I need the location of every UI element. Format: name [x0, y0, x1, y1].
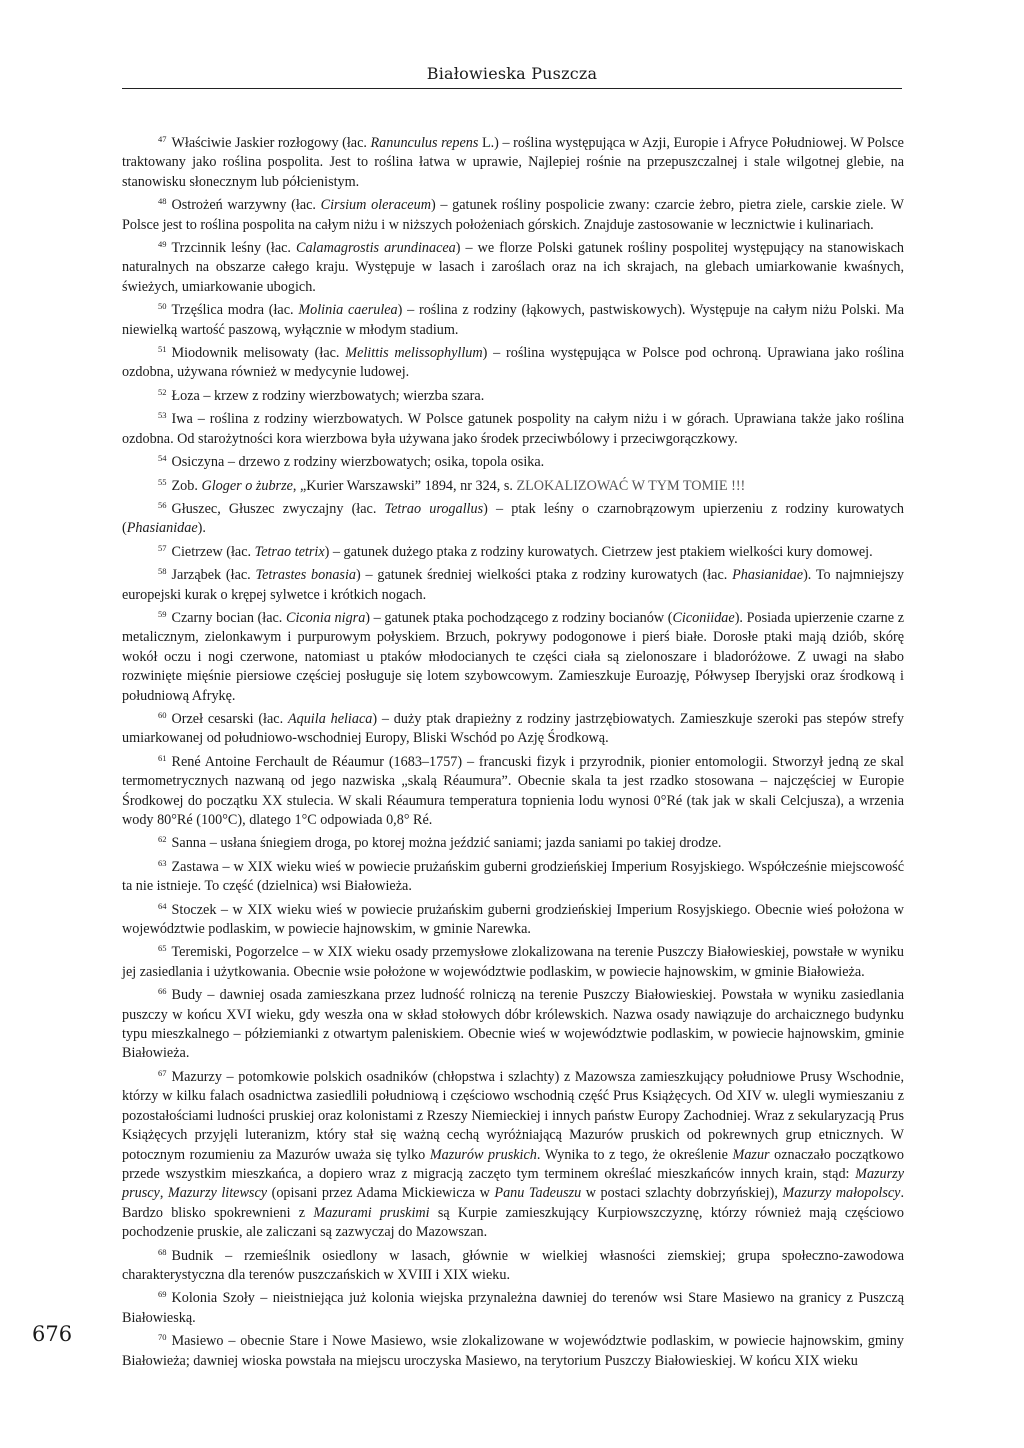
footnote	[122, 406, 904, 449]
footnote-number: 57	[158, 542, 167, 553]
footnote-number: 58	[158, 566, 167, 577]
footnote-number: 65	[158, 943, 167, 954]
footnote-text: ). Posiada upierzenie czarne z metalicznym, zielonkawym i purpurowym połyskiem. Brzuch, pokrywy podogonowe i pierś białe. Dorosłe ptaki mają dziób, skórę wokół oczu i nogi czerwone, natomiast u ptaków młodocianych te części ciała są zielonoszare i bladoróżowe. Z uwagi na słabo rozwinięte mięśnie piersiowe częściej posługuje się lotem szybowcowym. Zamieszkuje Euroazję, Półwysep Iberyjski oraz środkową i południową Afrykę.	[122, 609, 905, 704]
footnote-text: oznaczało początkowo przede wszystkim mieszkańca, a dopiero wraz z migracją zaczęto tym terminem określać mieszkańców innych krain, stąd:	[122, 1146, 904, 1182]
footnote	[122, 340, 904, 383]
footnote-text: Orzeł cesarski (łac.	[171, 710, 288, 727]
footnote-italic-text: Panu Tadeuszu	[494, 1185, 582, 1202]
footnote-number: 60	[158, 709, 167, 720]
footnote-text: Miodownik melisowaty (łac.	[171, 345, 346, 362]
footnote-text: ) – roślina występująca w Polsce pod ochroną. Uprawiana jako roślina ozdobna, używana również w medycynie ludowej.	[122, 345, 904, 381]
footnote-italic-text: Ranunculus repens	[370, 135, 479, 151]
footnote	[122, 706, 904, 749]
footnote	[122, 473, 904, 496]
footnote-italic-text: Ciconiidae	[672, 609, 735, 626]
footnote-number: 51	[158, 344, 167, 355]
footnote-number: 56	[158, 499, 167, 510]
footnote	[122, 1285, 904, 1328]
footnote	[122, 449, 904, 472]
footnote	[122, 1064, 904, 1243]
footnote-italic-text: Gloger o żubrze	[201, 477, 293, 494]
running-header	[122, 56, 902, 89]
footnote-number: 61	[158, 752, 167, 763]
footnote-text: . Wynika to z tego, że określenie	[536, 1146, 733, 1163]
footnote-text: ) – we florze Polski gatunek rośliny pospolitej występujący na stanowiskach naturalnych na obszarze całego kraju. Występuje w lasach i zaroślach oraz na ich skrajach, na glebach umiarkowanie kwaśnych, świeżych, umiarkowanie ubogich.	[122, 240, 904, 295]
footnote	[122, 982, 904, 1064]
footnote	[122, 897, 904, 940]
footnote-text: L.) – roślina występująca w Azji, Europie i Afryce Południowej. W Polsce traktowany jako roślina pospolita. Jest to roślina łatwa w uprawie, Najlepiej rośnie na przepuszczalnej i stale wilgotnej glebie, na stanowisku słonecznym lub półcienistym.	[122, 135, 904, 190]
footnote	[122, 562, 904, 605]
footnote	[122, 383, 904, 406]
footnote-text: ) – gatunek rośliny pospolicie zwany: czarcie żebro, pietra ziele, carskie ziele. W Polsce jest to roślina pospolita na całym niżu i w niższych położeniach górskich. Znajduje zastosowanie w lecznictwie i kulinariach.	[122, 197, 904, 233]
footnote	[122, 1328, 904, 1371]
footnote-number: 62	[158, 834, 167, 845]
footnote-number: 47	[158, 134, 167, 144]
footnote-italic-text: Calamagrostis arundinacea	[296, 240, 456, 257]
footnote-italic-text: Mazur	[732, 1146, 770, 1163]
footnote-text: Cietrzew (łac.	[171, 543, 255, 560]
footnote-number: 48	[158, 196, 167, 207]
footnote-text: Masiewo – obecnie Stare i Nowe Masiewo, wsie zlokalizowane w województwie podlaskim, w powiecie hajnowskim, gminy Białowieża; dawniej wioska powstała na miejscu uroczyska Masiewo, na terytorium Puszczy Białowieskiej. W końcu XIX wieku	[122, 1333, 904, 1369]
page-number: 676	[32, 1322, 73, 1346]
footnote	[122, 192, 904, 235]
footnote-italic-text: Aquila heliaca	[287, 710, 373, 727]
footnote-text: Budnik – rzemieślnik osiedlony w lasach, głównie w wielkiej własności ziemskiej; grupa społeczno-zawodowa charakterystyczna dla terenów puszczańskich w XVIII i XIX wieku.	[122, 1247, 904, 1283]
footnote-text: Trzęślica modra (łac.	[171, 302, 299, 319]
footnote-italic-text: Mazurami pruskimi	[313, 1204, 430, 1221]
footnote-italic-text: Phasianidae	[732, 567, 804, 584]
footnote-text: są Kurpie zamieszkujący Kurpiowszczyznę, którzy również mają częściowo pochodzenie pruskie, ale zaliczani są zazwyczaj do Mazowszan.	[122, 1204, 905, 1241]
footnote-italic-text: Tetrao urogallus	[384, 500, 484, 517]
footnote	[122, 297, 904, 340]
footnote-text: ).	[197, 520, 206, 537]
editor-mark: ZLOKALIZOWAĆ W TYM TOMIE !!!	[516, 477, 746, 494]
footnote	[122, 854, 904, 897]
footnote-number: 68	[158, 1246, 167, 1257]
footnote-text: Kolonia Szoły – nieistniejąca już kolonia wiejska przynależna dawniej do terenów wsi Stare Masiewo na granicy z Puszczą Białowieską.	[122, 1290, 904, 1326]
footnote	[122, 749, 904, 831]
footnote-text: ,	[159, 1185, 168, 1202]
footnote	[122, 605, 904, 706]
footnote-text: Czarny bocian (łac.	[171, 609, 286, 626]
footnote	[122, 539, 904, 562]
footnote-italic-text: Phasianidae	[126, 520, 198, 537]
footnote-italic-text: Mazurów pruskich	[429, 1146, 537, 1163]
footnote-italic-text: Cirsium oleraceum	[320, 197, 431, 214]
footnote-number: 63	[158, 857, 167, 868]
footnote-number: 67	[158, 1067, 167, 1078]
footnote-text: w postaci szlachty dobrzyńskiej),	[581, 1185, 783, 1202]
footnote	[122, 1243, 904, 1286]
footnote-text: ) – gatunek dużego ptaka z rodziny kurowatych. Cietrzew jest ptakiem wielkości kury domowej.	[324, 543, 873, 560]
footnote-text: René Antoine Ferchault de Réaumur (1683–1757) – francuski fizyk i przyrodnik, pionier entomologii. Stworzył jedną ze skal termometrycznych nazwaną od jego nazwiska „skalą Réaumura”. Obecnie skala ta jest rzadko stosowana – najczęściej w Europie Środkowej do początku XX stulecia. W skali Réaumura temperatura topnienia lodu wynosi 0°Ré (tak jak w skali Celcjusza), a wrzenia wody 80°Ré (100°C), dlatego 1°C odpowiada 0,8° Ré.	[122, 753, 904, 828]
footnote-italic-text: Melittis melissophyllum	[345, 345, 483, 362]
footnotes-section	[122, 130, 904, 1371]
footnote-text: ) – roślina z rodziny (łąkowych, pastwiskowych). Występuje na całym niżu Polski. Ma niewielką wartość paszową, wyłącznie w młodym stadium.	[122, 302, 905, 338]
footnote-italic-text: Mazurzy pruscy	[122, 1165, 904, 1202]
footnote-italic-text: Mazurzy litewscy	[167, 1185, 268, 1202]
footnote-number: 50	[158, 301, 167, 312]
footnote-number: 64	[158, 900, 167, 911]
footnote-italic-text: Tetrao tetrix	[254, 543, 325, 560]
footnote-text: . Bardzo blisko spokrewnieni z	[122, 1185, 904, 1221]
footnote-text: Budy – dawniej osada zamieszkana przez ludność rolniczą na terenie Puszczy Białowieskiej. Powstała w wyniku zasiedlania puszczy w końcu XVI wieku, gdy weszła ona w skład stołowych dóbr królewskich. Nazwa osady nawiązuje do archaicznego budynku typu mieszkalnego – półziemianki z otwartym paleniskiem. Obecnie wieś w województwie podlaskim, w powiecie hajnowskim, gminie Białowieża.	[122, 987, 904, 1062]
footnote-number: 53	[158, 410, 167, 421]
footnote-text: Osiczyna – drzewo z rodziny wierzbowatych; osika, topola osika.	[171, 454, 545, 471]
footnote	[122, 830, 904, 853]
footnote	[122, 496, 904, 539]
footnote-text: ) – gatunek ptaka pochodzącego z rodziny bocianów (	[365, 609, 673, 626]
footnote-text: ) – ptak leśny o czarnobrązowym upierzeniu z rodziny kurowatych (	[122, 500, 904, 537]
footnote-text: Ostrożeń warzywny (łac.	[171, 197, 321, 214]
footnote-italic-text: Mazurzy małopolscy	[782, 1185, 901, 1202]
footnote-text: ) – duży ptak drapieżny z rodziny jastrzębiowatych. Zamieszkuje szeroki pas stepów strefy umiarkowanej od południowo-wschodniej Europy, Bliski Wschód po Azję Środkową.	[122, 710, 905, 747]
footnote-text: Jarząbek (łac.	[171, 567, 256, 584]
footnote	[122, 939, 904, 982]
footnote-italic-text: Ciconia nigra	[285, 609, 366, 626]
footnote	[122, 130, 904, 192]
footnote-text: , „Kurier Warszawski” 1894, nr 324, s.	[292, 477, 517, 494]
footnote-text: Trzcinnik leśny (łac.	[171, 240, 296, 257]
footnote-text: Mazurzy – potomkowie polskich osadników (chłopstwa i szlachty) z Mazowsza zamieszkujący południowe Prusy Wschodnie, którzy w kilku falach osadnictwa zasiedlili południową i częściowo wschodnią część Prus Książęcych. Od XIV w. ulegli wymieszaniu z pozostałościami ludności pruskiej oraz kolonistami z Rzeszy Niemieckiej i innych państw Europy Zachodniej. Wraz z sekularyzacją Prus Książęcych przyjęli luteranizm, który stał się ważną cechą wyróżniającą Mazurów pruskich od pokrewnych grup etnicznych. W potocznym rozumieniu za Mazurów uważa się tylko	[122, 1068, 904, 1163]
footnote-text: Zob.	[171, 477, 202, 494]
footnote-text: ). To najmniejszy europejski kurak o krępej sylwetce i krótkich nogach.	[122, 567, 904, 603]
footnote-number: 54	[158, 453, 167, 464]
footnote-number: 55	[158, 476, 167, 487]
footnote-number: 69	[158, 1289, 167, 1300]
header-title: Białowieska Puszcza	[426, 64, 598, 83]
footnote-text: ) – gatunek średniej wielkości ptaka z rodziny kurowatych (łac.	[355, 567, 733, 584]
footnote-text: Teremiski, Pogorzelce – w XIX wieku osady przemysłowe zlokalizowana na terenie Puszczy Białowieskiej, powstałe w wyniku jej zasiedlania i użytkowania. Obecnie wsie położone w województwie podlaskim, w powiecie hajnowskim, w gminie Białowieża.	[122, 944, 904, 980]
footnote-text: Łoza – krzew z rodziny wierzbowatych; wierzba szara.	[171, 387, 485, 404]
footnote-text: Właściwie Jaskier rozłogowy (łac.	[171, 135, 371, 151]
footnote-italic-text: Tetrastes bonasia	[255, 567, 356, 584]
footnote-text: Sanna – usłana śniegiem droga, po ktorej można jeździć saniami; jazda saniami po takiej drodze.	[171, 835, 722, 852]
footnote-text: (opisani przez Adama Mickiewicza w	[267, 1185, 495, 1202]
footnote-text: Stoczek – w XIX wieku wieś w powiecie prużańskim guberni grodzieńskiej Imperium Rosyjskiego. Obecnie wieś położona w województwie podlaskim, w powiecie hajnowskim, w gminie Narewka.	[122, 901, 904, 938]
footnote-text: Głuszec, Głuszec zwyczajny (łac.	[171, 500, 385, 517]
footnote-number: 59	[158, 608, 167, 619]
footnote-text: Iwa – roślina z rodziny wierzbowatych. W Polsce gatunek pospolity na całym niżu i w górach. Uprawiana także jako roślina ozdobna. Od starożytności kora wierzbowa była używana jako środek przeciwbólowy i przeciwgorączkowy.	[122, 411, 904, 447]
footnote	[122, 235, 904, 297]
footnote-number: 66	[158, 986, 167, 997]
footnote-text: Zastawa – w XIX wieku wieś w powiecie prużańskim guberni grodzieńskiej Imperium Rosyjskiego. Współcześnie miejscowość ta nie istnieje. To część (dzielnica) wsi Białowieża.	[122, 858, 904, 895]
footnote-number: 49	[158, 239, 167, 250]
footnote-number: 52	[158, 386, 167, 397]
footnote-italic-text: Molinia caerulea	[298, 302, 398, 319]
footnote-number: 70	[158, 1332, 167, 1343]
